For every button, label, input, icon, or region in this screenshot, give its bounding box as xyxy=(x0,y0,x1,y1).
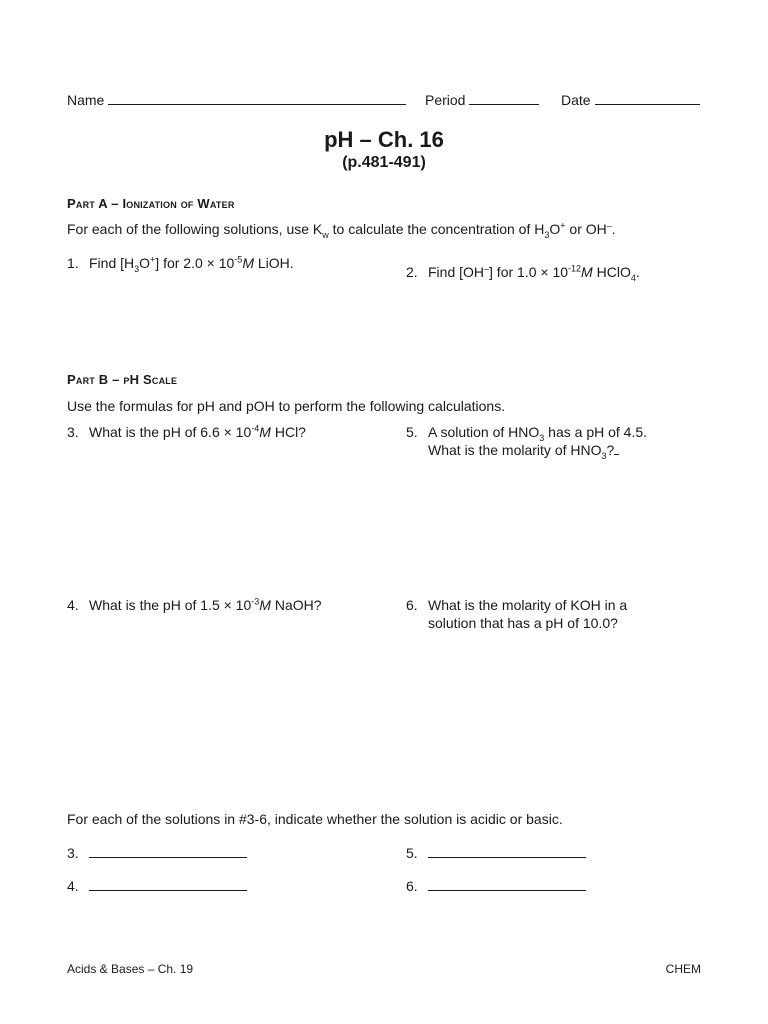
question-number: 5. xyxy=(406,424,418,440)
question-6: 6. What is the molarity of KOH in a solution that has a pH of 10.0? xyxy=(406,597,628,631)
date-field-row xyxy=(561,92,700,108)
question-number: 3. xyxy=(67,424,79,440)
answer-blank[interactable] xyxy=(89,878,247,891)
part-a-instructions: For each of the following solutions, use $K_w$ to calculate the concentration of $H_3O^+$ or OH–. xyxy=(67,220,616,240)
period-label: Period xyxy=(425,92,466,108)
footer-right: CHEM xyxy=(665,962,701,976)
question-number: 2. xyxy=(406,264,418,280)
question-2: 2. Find [OH–] for $1.0 \times 10^{-12}M$ HClO$_4$. xyxy=(406,263,640,283)
question-number: 1. xyxy=(67,255,79,271)
question-4: 4. What is the pH of $1.5 \times 10^{-3}M$ NaOH? xyxy=(67,596,322,613)
part-b-heading: Part B – pH Scale xyxy=(67,372,178,387)
answer-row-6: 6. xyxy=(406,878,586,894)
answer-row-3: 3. xyxy=(67,845,247,861)
answer-underline xyxy=(614,442,619,455)
answer-blank[interactable] xyxy=(428,845,586,858)
name-field-row xyxy=(67,92,406,108)
period-field-row xyxy=(425,92,539,108)
name-blank[interactable] xyxy=(108,92,406,105)
name-label: Name xyxy=(67,92,105,108)
answer-row-5: 5. xyxy=(406,845,586,861)
answer-blank[interactable] xyxy=(89,845,247,858)
question-number: 4. xyxy=(67,597,79,613)
question-5: 5. A solution of $HNO_3$ has a pH of 4.5. What is the molarity of $HNO_3$? xyxy=(406,424,648,461)
footer-left: Acids & Bases – Ch. 19 xyxy=(67,962,194,976)
page-subtitle: (p.481-491) xyxy=(342,154,426,171)
question-1: 1. Find $[H_3O^+]$ for $2.0 \times 10^{-5}M$ LiOH. xyxy=(67,254,294,274)
answer-blank[interactable] xyxy=(428,878,586,891)
part-a-heading: Part A – Ionization of Water xyxy=(67,196,235,211)
question-number: 6. xyxy=(406,597,418,613)
answer-row-4: 4. xyxy=(67,878,247,894)
period-blank[interactable] xyxy=(469,92,539,105)
date-blank[interactable] xyxy=(595,92,700,105)
acid-base-instructions: For each of the solutions in #3-6, indicate whether the solution is acidic or basic. xyxy=(67,811,563,827)
question-3: 3. What is the pH of $6.6 \times 10^{-4}M$ HCl? xyxy=(67,423,306,440)
page-title: pH – Ch. 16 xyxy=(324,127,444,152)
part-b-instructions: Use the formulas for pH and pOH to perform the following calculations. xyxy=(67,398,506,414)
date-label: Date xyxy=(561,92,591,108)
